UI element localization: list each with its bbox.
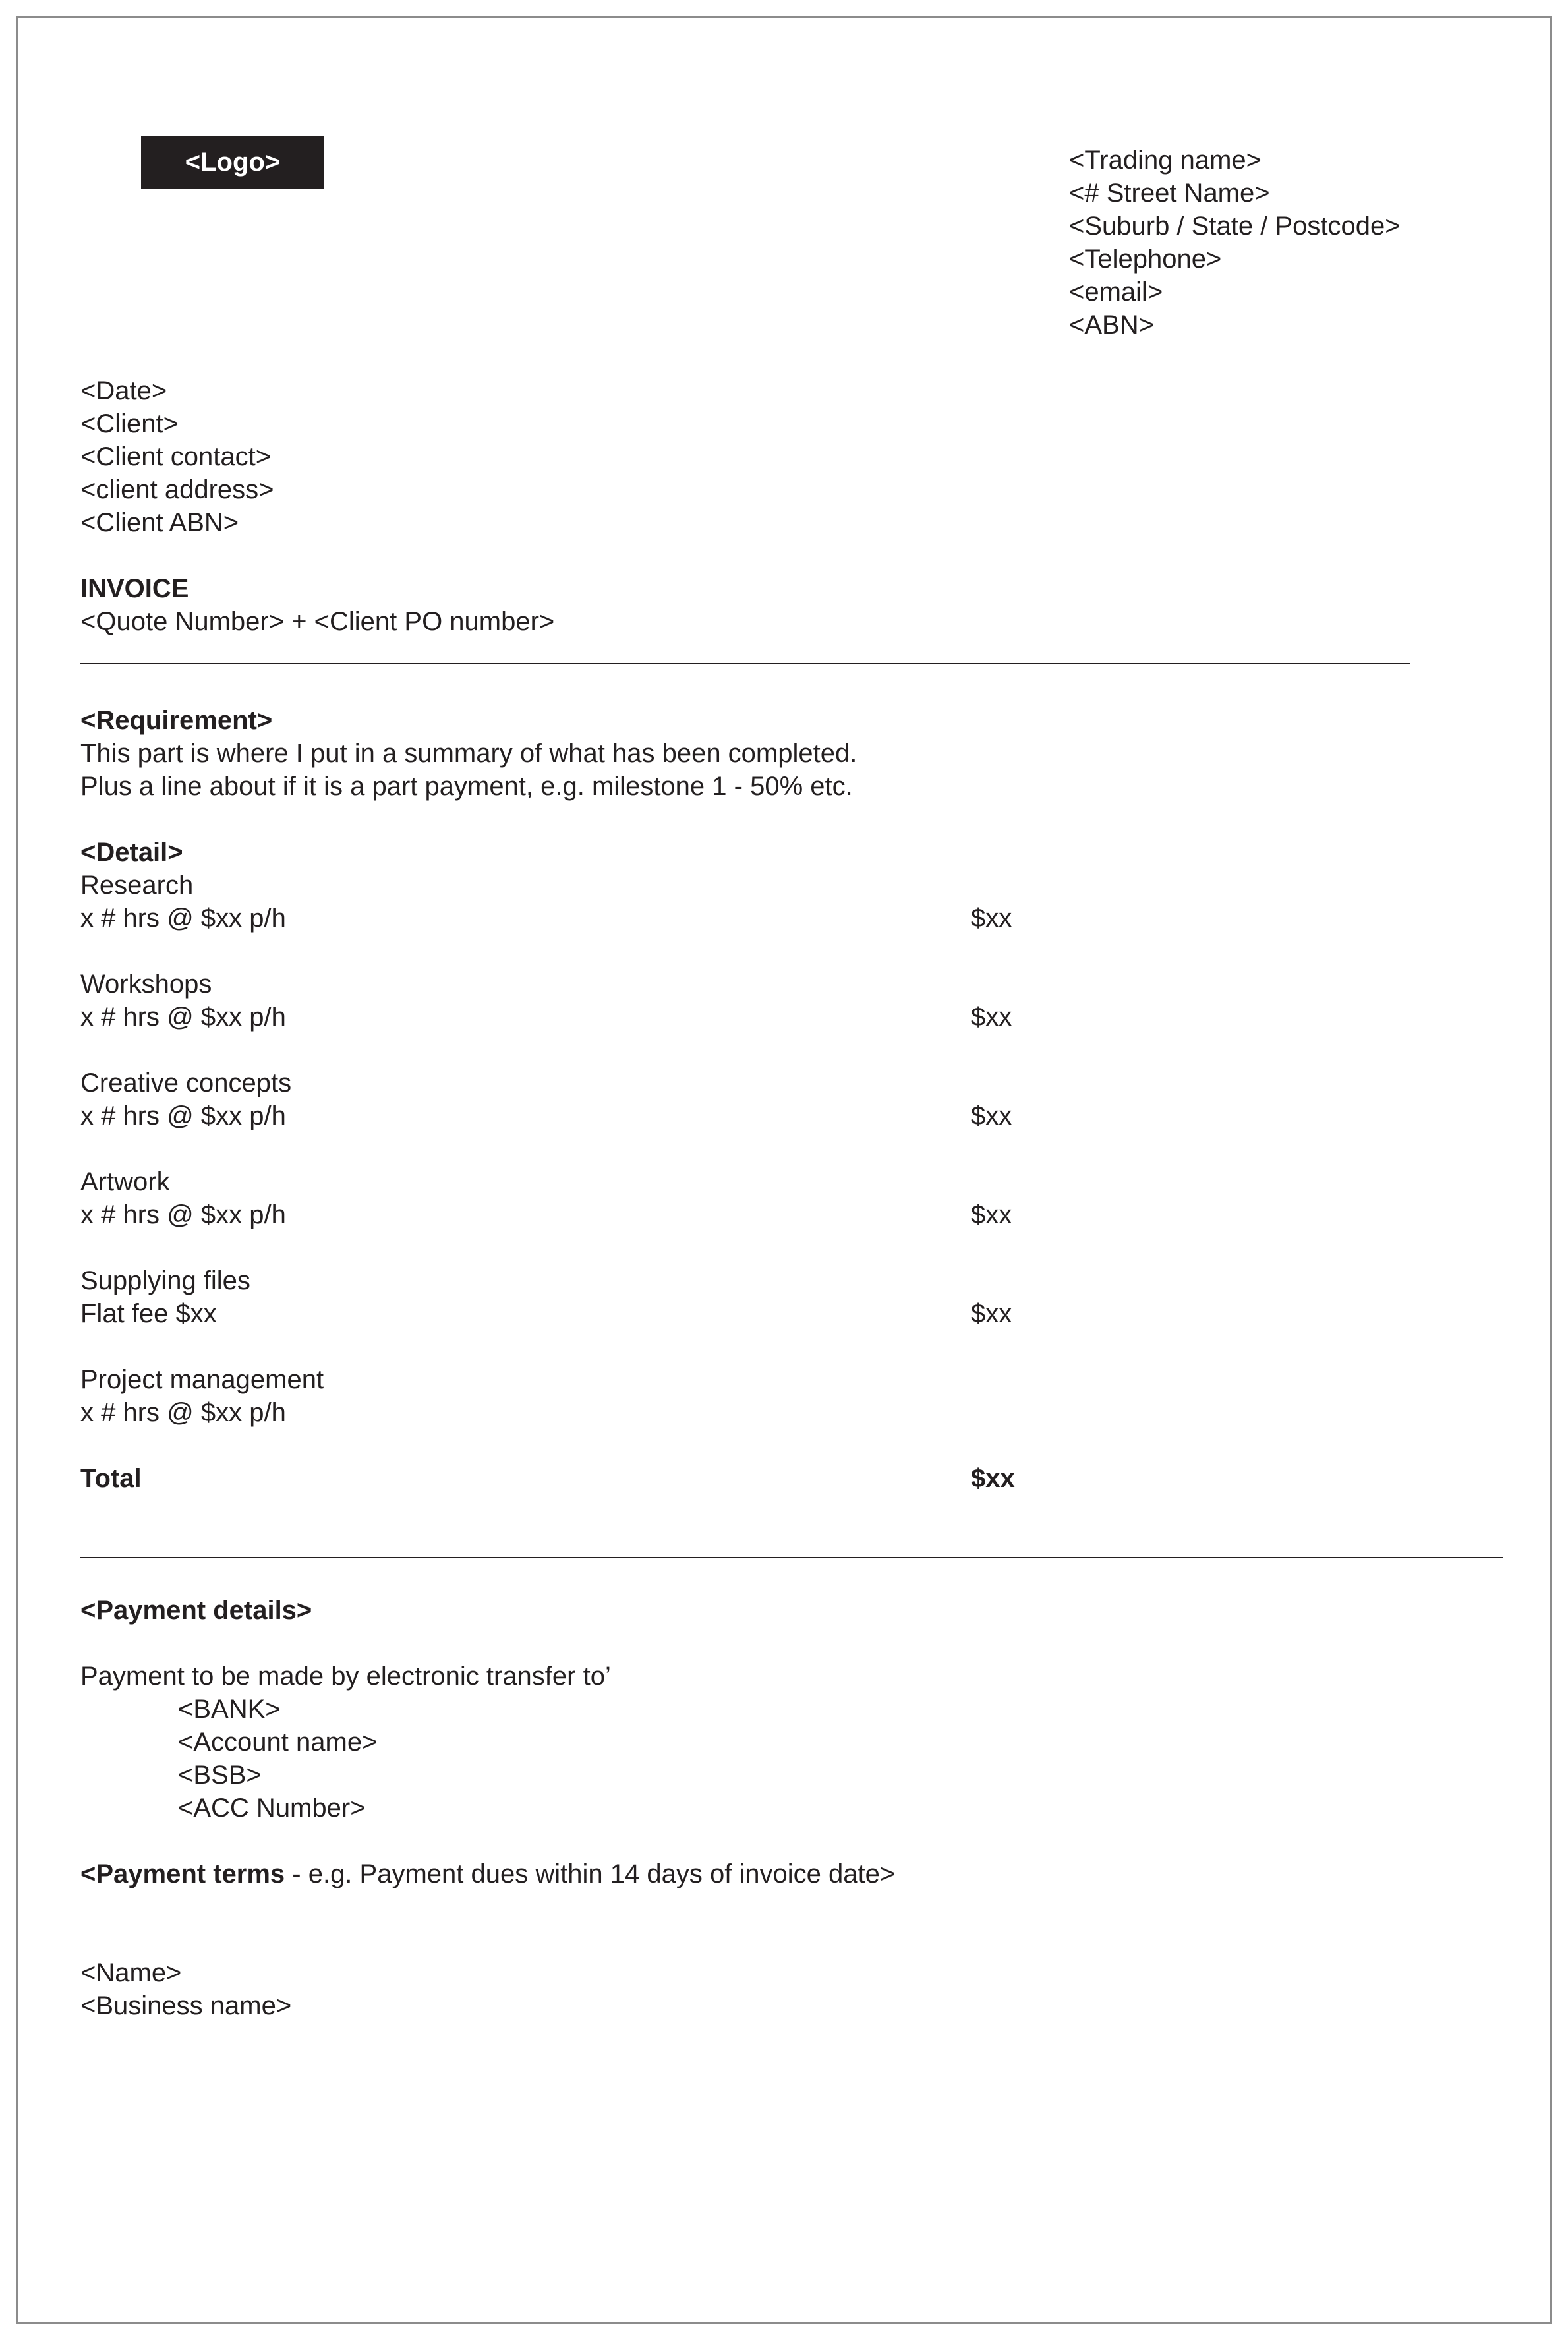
divider-rule <box>80 663 1410 664</box>
payment-heading: <Payment details> <box>80 1596 312 1625</box>
line-item-calc: x # hrs @ $xx p/h <box>80 1398 286 1427</box>
signoff-name: <Name> <box>80 1958 182 1987</box>
client-abn: <Client ABN> <box>80 508 239 537</box>
line-item-calc: x # hrs @ $xx p/h <box>80 1200 286 1229</box>
line-item <box>80 1264 250 1330</box>
line-item <box>80 1165 286 1231</box>
logo-text: <Logo> <box>185 148 281 177</box>
invoice-heading: INVOICE <box>80 574 189 603</box>
line-item-calc: x # hrs @ $xx p/h <box>80 904 286 933</box>
client-address: <client address> <box>80 475 274 504</box>
bank-name: <BANK> <box>178 1695 281 1724</box>
line-item-name: Supplying files <box>80 1266 250 1295</box>
invoice-date: <Date> <box>80 376 167 405</box>
total-amount: $xx <box>971 1464 1015 1493</box>
client-name: <Client> <box>80 409 179 438</box>
invoice-reference: <Quote Number> + <Client PO number> <box>80 607 555 636</box>
line-item-amount: $xx <box>971 1299 1012 1328</box>
client-contact: <Client contact> <box>80 442 272 471</box>
requirement-heading: <Requirement> <box>80 706 273 735</box>
logo-placeholder <box>141 136 324 189</box>
account-number: <ACC Number> <box>178 1794 366 1823</box>
requirement-line-1: This part is where I put in a summary of what has been completed. <box>80 739 857 768</box>
line-item-name: Project management <box>80 1365 324 1394</box>
line-item <box>80 1363 324 1429</box>
line-item <box>80 1067 291 1132</box>
line-item-amount: $xx <box>971 1003 1012 1032</box>
sender-abn: <ABN> <box>1069 310 1154 339</box>
line-item-amount: $xx <box>971 1101 1012 1130</box>
line-item-name: Workshops <box>80 970 212 999</box>
sender-email: <email> <box>1069 278 1163 307</box>
sender-trading-name: <Trading name> <box>1069 146 1262 175</box>
line-item <box>80 968 286 1034</box>
line-item <box>80 869 286 935</box>
line-item-amount: $xx <box>971 1200 1012 1229</box>
sender-suburb: <Suburb / State / Postcode> <box>1069 212 1401 241</box>
sender-telephone: <Telephone> <box>1069 245 1222 274</box>
detail-heading: <Detail> <box>80 838 183 867</box>
divider-rule <box>80 1557 1503 1558</box>
payment-intro: Payment to be made by electronic transfer to’ <box>80 1662 611 1691</box>
line-item-amount: $xx <box>971 904 1012 933</box>
line-item-name: Artwork <box>80 1167 170 1196</box>
bank-details <box>178 1693 377 1825</box>
line-item-calc: x # hrs @ $xx p/h <box>80 1101 286 1130</box>
signoff-block <box>80 1956 291 2022</box>
line-item-name: Research <box>80 871 194 900</box>
account-name: <Account name> <box>178 1728 378 1757</box>
bsb: <BSB> <box>178 1761 262 1790</box>
line-item-calc: x # hrs @ $xx p/h <box>80 1003 286 1032</box>
payment-terms <box>80 1857 895 1890</box>
sender-street: <# Street Name> <box>1069 179 1270 208</box>
signoff-business-name: <Business name> <box>80 1991 292 2020</box>
payment-terms-label: <Payment terms <box>80 1859 285 1888</box>
line-item-calc: Flat fee $xx <box>80 1299 217 1328</box>
payment-terms-text: - e.g. Payment dues within 14 days of invoice date> <box>285 1859 896 1888</box>
requirement-line-2: Plus a line about if it is a part payment, e.g. milestone 1 - 50% etc. <box>80 772 853 801</box>
client-block <box>80 374 274 539</box>
sender-address-block <box>1069 144 1401 341</box>
line-item-name: Creative concepts <box>80 1068 292 1097</box>
total-label: Total <box>80 1464 142 1493</box>
